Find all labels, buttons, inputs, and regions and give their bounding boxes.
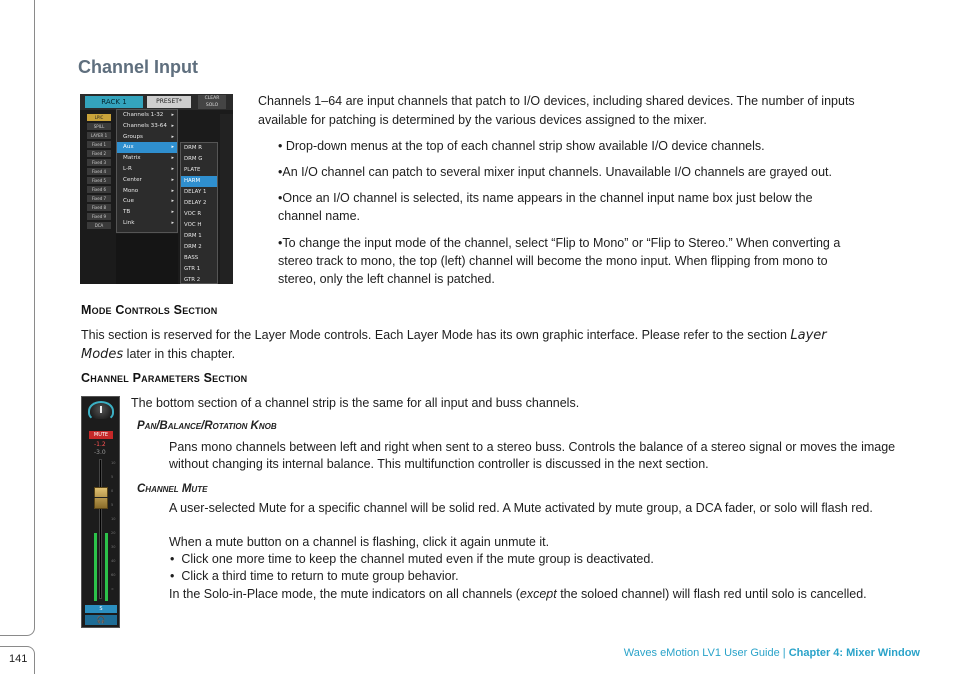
chevron-right-icon: ▸ — [171, 165, 174, 172]
gain-readout: -1.2 — [94, 441, 106, 448]
layer-modes-ref: Layer — [790, 328, 827, 343]
scale-label: 10 — [111, 517, 116, 521]
chevron-right-icon: ▸ — [171, 209, 174, 216]
scale-label: 5 — [111, 475, 114, 479]
menu-item-label: Mono — [123, 187, 139, 194]
scale-label: 30 — [111, 545, 116, 549]
channel-parameters-heading: Channel Parameters Section — [81, 371, 248, 385]
submenu-item[interactable]: PLATE — [184, 167, 201, 173]
mute-bullet: • Click a third time to return to mute group behavior. — [170, 569, 459, 583]
layer-button[interactable]: SPILL — [87, 123, 111, 130]
strip-edge — [220, 114, 233, 284]
menu-item-label: L-R — [123, 165, 132, 172]
mute-para-1: A user-selected Mute for a specific channel will be solid red. A Mute activated by mute group, a DCA fader, or solo will flash red. — [169, 501, 873, 515]
layer-button[interactable]: Fixed 4 — [87, 168, 111, 175]
fader-cap-line — [94, 497, 108, 498]
channel-input-intro: Channels 1–64 are input channels that patch to I/O devices, including shared devices. The number of inputs available for patching is determined by the various devices assigned to the mixer. — [258, 94, 855, 127]
chevron-right-icon: ▸ — [171, 176, 174, 183]
headphones-icon[interactable]: 🎧 — [85, 615, 117, 625]
layer-button[interactable]: Fixed 9 — [87, 213, 111, 220]
mute-bullet-text: Click a third time to return to mute group behavior. — [181, 569, 459, 583]
chevron-right-icon: ▸ — [171, 187, 174, 194]
menu-item[interactable] — [117, 175, 177, 186]
layer-button[interactable]: Fixed 3 — [87, 159, 111, 166]
layer-button[interactable]: Fixed 5 — [87, 177, 111, 184]
scale-label: 60 — [111, 573, 116, 577]
channel-input-bullet: •Once an I/O channel is selected, its name appears in the channel input name box just below the channel name. — [278, 191, 813, 223]
mute-para-3-before: In the Solo-in-Place mode, the mute indicators on all channels ( — [169, 587, 520, 601]
layer-button[interactable]: LPIC — [87, 114, 111, 121]
chevron-right-icon: ▸ — [171, 155, 174, 162]
level-meter-right — [105, 533, 108, 601]
mute-bullet: • Click one more time to keep the channel muted even if the mute group is deactivated. — [170, 552, 654, 566]
menu-item[interactable] — [117, 142, 177, 153]
chevron-right-icon: ▸ — [171, 112, 174, 118]
mute-para-3-after: the soloed channel) will flash red until solo is cancelled. — [556, 587, 867, 601]
chevron-right-icon: ▸ — [171, 219, 174, 226]
margin-rule — [34, 0, 35, 628]
footer-separator: | — [782, 647, 786, 659]
layer-button[interactable]: DCA — [87, 222, 111, 229]
menu-item-label: Matrix — [123, 155, 141, 162]
fader-readout: -3.0 — [94, 449, 106, 456]
channel-input-bullet: •An I/O channel can patch to several mixer input channels. Unavailable I/O channels are grayed out. — [278, 165, 832, 179]
pan-text: Pans mono channels between left and right when sent to a stereo buss. Controls the balance of a stereo signal or moves the image without changing its internal balance. This multifunction controller is discussed in the next section. — [169, 440, 896, 471]
fader-cap[interactable] — [94, 487, 108, 509]
channel-area — [116, 234, 178, 284]
submenu-item[interactable]: GTR 1 — [184, 266, 201, 272]
mute-button[interactable]: MUTE — [89, 431, 113, 439]
menu-item[interactable] — [117, 186, 177, 197]
layer-button[interactable]: Fixed 6 — [87, 186, 111, 193]
channel-parameters-intro: The bottom section of a channel strip is the same for all input and buss channels. — [131, 396, 580, 410]
channel-input-bullet: • Drop-down menus at the top of each channel strip show available I/O device channels. — [278, 139, 765, 153]
menu-item[interactable] — [117, 218, 177, 229]
submenu-item[interactable]: DRM G — [184, 156, 203, 162]
chevron-right-icon: ▸ — [171, 198, 174, 205]
chevron-right-icon: ▸ — [171, 122, 174, 129]
menu-item[interactable] — [117, 164, 177, 175]
layer-button[interactable]: Fixed 1 — [87, 141, 111, 148]
mute-para-2: When a mute button on a channel is flashing, click it again unmute it. — [169, 535, 550, 549]
footer — [624, 647, 920, 659]
rack-button[interactable]: RACK 1 — [85, 96, 143, 108]
pan-heading: Pan/Balance/Rotation Knob — [137, 420, 277, 432]
submenu-item[interactable]: DRM R — [184, 145, 203, 151]
menu-item[interactable] — [117, 132, 177, 143]
submenu-item[interactable]: DELAY 2 — [184, 200, 207, 206]
menu-item-label: Aux — [123, 144, 134, 151]
submenu-item[interactable]: VOC R — [184, 211, 202, 217]
channel-strip-screenshot — [81, 396, 120, 628]
preset-button[interactable]: PRESET* — [147, 96, 191, 108]
submenu-item[interactable]: GTR 2 — [184, 277, 201, 283]
menu-item-label: Cue — [123, 198, 134, 205]
layer-modes-ref: Modes — [81, 347, 124, 362]
menu-item-label: Channels 1-32 — [123, 112, 164, 118]
layer-button[interactable]: Fixed 8 — [87, 204, 111, 211]
chevron-right-icon: ▸ — [171, 144, 174, 151]
menu-item-label: Link — [123, 219, 135, 226]
layer-button[interactable]: LAYER 1 — [87, 132, 111, 139]
mode-controls-text-before: This section is reserved for the Layer Mode controls. Each Layer Mode has its own graphic interface. Please refer to the section — [81, 328, 791, 342]
layer-button[interactable]: Fixed 2 — [87, 150, 111, 157]
mute-para-3 — [169, 586, 889, 603]
menu-item[interactable] — [117, 196, 177, 207]
menu-item-label: Groups — [123, 133, 143, 140]
menu-item[interactable] — [117, 207, 177, 218]
layer-button[interactable]: Fixed 7 — [87, 195, 111, 202]
solo-button[interactable]: S — [85, 605, 117, 613]
mute-bullet-text: Click one more time to keep the channel muted even if the mute group is deactivated. — [181, 552, 654, 566]
submenu-item[interactable]: HARM — [181, 176, 217, 187]
menu-item[interactable] — [117, 110, 177, 121]
submenu-item[interactable]: DRM 1 — [184, 233, 202, 239]
scale-label: 0 — [111, 489, 114, 493]
level-meter-left — [94, 533, 97, 601]
menu-item-label: Channels 33-64 — [123, 122, 167, 129]
scale-label: 40 — [111, 559, 116, 563]
mute-heading: Channel Mute — [137, 483, 208, 495]
menu-item[interactable] — [117, 121, 177, 132]
margin-curve — [0, 612, 35, 636]
chevron-right-icon: ▸ — [171, 133, 174, 140]
menu-item[interactable] — [117, 153, 177, 164]
scale-label: ∞ — [111, 587, 114, 591]
aux-submenu — [180, 142, 218, 284]
scale-label: 20 — [111, 531, 116, 535]
submenu-item[interactable]: BASS — [184, 255, 199, 261]
clear-solo-button[interactable]: CLEAR SOLO — [198, 95, 226, 109]
menu-item-label: Center — [123, 176, 142, 183]
submenu-item[interactable]: DELAY 1 — [184, 189, 207, 195]
input-patch-menu-screenshot — [80, 94, 233, 284]
mute-para-3-emphasis: except — [519, 587, 557, 601]
submenu-item[interactable]: VOC H — [184, 222, 202, 228]
submenu-item[interactable]: DRM 2 — [184, 244, 202, 250]
knob-indicator — [100, 406, 102, 413]
channel-input-bullet: •To change the input mode of the channel, select “Flip to Mono” or “Flip to Stereo.” When converting a stereo track to mono, the top (left) channel will become the mono input. When flipping from mono to stereo, only the left channel is patched. — [278, 236, 841, 286]
scale-label: 10 — [111, 461, 116, 465]
mode-controls-text-after: later in this chapter. — [123, 347, 236, 361]
page-number: 141 — [9, 653, 28, 665]
mode-controls-heading: Mode Controls Section — [81, 303, 218, 317]
mode-controls-text — [81, 326, 891, 364]
fader-track — [99, 459, 102, 599]
menu-item-label: TB — [123, 209, 131, 216]
footer-guide: Waves eMotion LV1 User Guide — [623, 647, 780, 659]
patch-dropdown-menu — [116, 109, 178, 233]
page-title: Channel Input — [78, 57, 198, 77]
layer-button-column — [82, 114, 112, 282]
scale-label: 5 — [111, 503, 114, 507]
footer-chapter: Chapter 4: Mixer Window — [788, 647, 920, 659]
